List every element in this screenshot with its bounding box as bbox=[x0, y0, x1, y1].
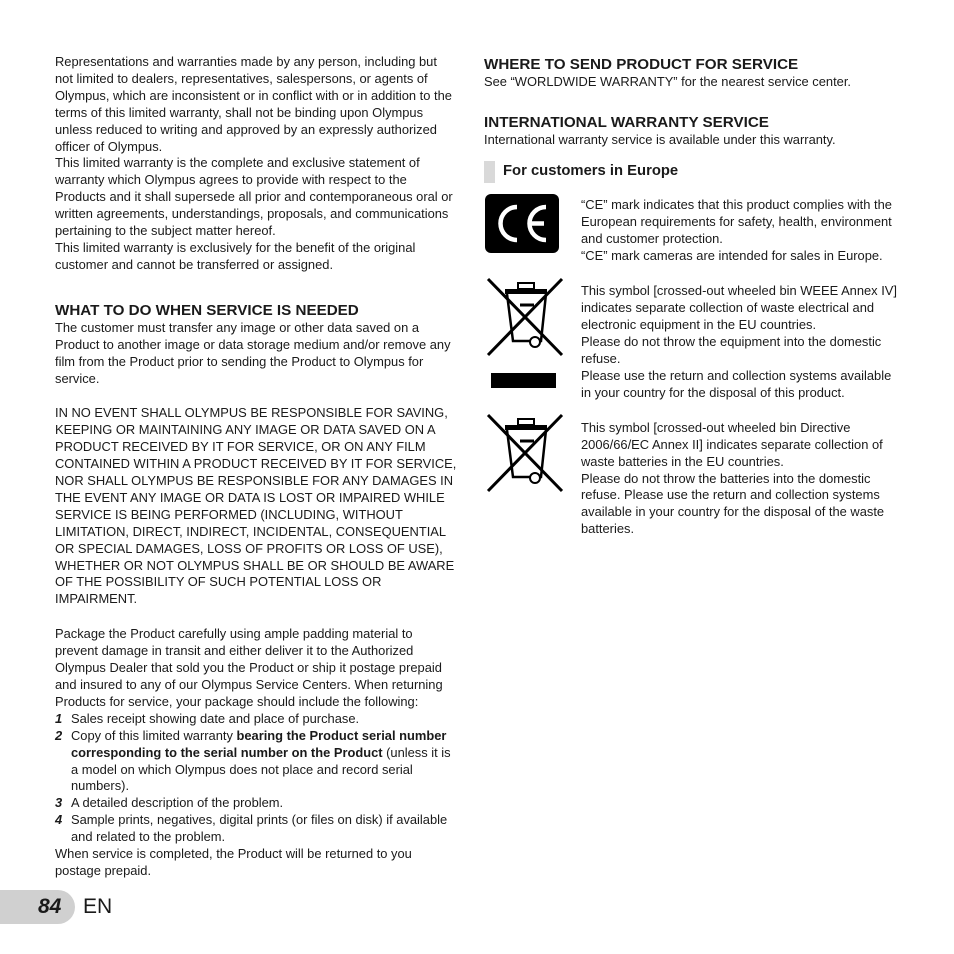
intro-paragraph: Representations and warranties made by any person, including but not limited to dealers, representatives, salespersons, or agents of Olympus, which are inconsistent or in conflict with or in addition to the terms of this limited warranty, shall not be binding upon Olympus unless reduced to writing and approved by an expressly authorized officer of Olympus. bbox=[55, 54, 452, 154]
weee-text: Please use the return and collection systems available in your country for the disposal of this product. bbox=[581, 367, 892, 400]
list-number: 2 bbox=[55, 727, 63, 743]
international-heading: INTERNATIONAL WARRANTY SERVICE bbox=[484, 113, 769, 131]
list-text: A detailed description of the problem. bbox=[71, 795, 284, 811]
list-text-bold: bearing the Product serial number corresponding to the serial number on the Product bbox=[71, 727, 447, 760]
ce-mark-icon bbox=[484, 193, 560, 259]
list-text: Sales receipt showing date and place of purchase. bbox=[71, 710, 360, 726]
left-column bbox=[55, 54, 457, 880]
service-paragraph: The customer must transfer any image or other data saved on a Product to another image or data storage medium and/or remove any film from the Product prior to sending the Product to Olympus for service. bbox=[55, 319, 451, 386]
service-heading: WHAT TO DO WHEN SERVICE IS NEEDED bbox=[55, 301, 359, 319]
subheading-bar bbox=[484, 161, 495, 183]
list-text: Sample prints, negatives, digital prints (or files on disk) if available and related to the problem. bbox=[71, 812, 448, 845]
list-item bbox=[55, 728, 457, 796]
list-item bbox=[55, 711, 457, 728]
battery-block bbox=[484, 420, 904, 538]
international-text: International warranty service is available under this warranty. bbox=[484, 131, 836, 147]
weee-text: Please do not throw the equipment into the domestic refuse. bbox=[581, 334, 882, 367]
weee-text: This symbol [crossed-out wheeled bin WEEE Annex IV] indicates separate collection of waste electrical and electronic equipment in the EU countries. bbox=[581, 283, 897, 333]
list-text: Copy of this limited warranty bbox=[71, 727, 237, 743]
europe-subheading bbox=[484, 161, 904, 183]
list-text: (unless it is a model on which Olympus does not place and record serial numbers). bbox=[71, 744, 451, 794]
weee-block bbox=[484, 283, 904, 401]
where-heading: WHERE TO SEND PRODUCT FOR SERVICE bbox=[484, 56, 799, 73]
intro-paragraph: This limited warranty is exclusively for the benefit of the original customer and cannot be transferred or assigned. bbox=[55, 239, 416, 272]
list-number: 4 bbox=[55, 812, 63, 828]
liability-paragraph: IN NO EVENT SHALL OLYMPUS BE RESPONSIBLE FOR SAVING, KEEPING OR MAINTAINING ANY IMAGE OR DATA SAVED ON A PRODUCT RECEIVED BY IT FOR SERVICE, OR ON ANY FILM CONTAINED WITHIN A PRODUCT RECEIVED BY IT FOR SERVICE, NOR SHALL OLYMPUS BE RESPONSIBLE FOR ANY DAMAGES IN THE EVENT ANY IMAGE OR DATA IS LOST OR IMPAIRED WHILE SERVICE IS BEING PERFORMED (INCLUDING, WITHOUT LIMITATION, DIRECT, INDIRECT, INCIDENTAL, CONSEQUENTIAL OR SPECIAL DAMAGES, LOSS OF PROFITS OR LOSS OF USE), WHETHER OR NOT OLYMPUS SHALL BE OR SHOULD BE AWARE OF THE POSSIBILITY OF SUCH POTENTIAL LOSS OR IMPAIRMENT. bbox=[55, 405, 457, 607]
list-item bbox=[55, 795, 457, 812]
list-number: 3 bbox=[55, 795, 63, 811]
crossed-bin-battery-icon bbox=[484, 411, 566, 500]
closing-paragraph: When service is completed, the Product will be returned to you postage prepaid. bbox=[55, 846, 412, 878]
page-language: EN bbox=[83, 895, 113, 918]
list-number: 1 bbox=[55, 710, 63, 726]
crossed-bin-icon bbox=[484, 275, 566, 395]
included-items-list bbox=[55, 711, 457, 846]
battery-text: This symbol [crossed-out wheeled bin Directive 2006/66/EC Annex II] indicates separate collection of waste batteries in the EU countries. bbox=[581, 419, 883, 469]
battery-text: Please do not throw the batteries into the domestic refuse. Please use the return and collection systems available in your country for the disposal of the waste batteries. bbox=[581, 470, 885, 537]
ce-text: “CE” mark cameras are intended for sales in Europe. bbox=[581, 247, 883, 263]
right-column bbox=[484, 55, 904, 538]
europe-heading: For customers in Europe bbox=[503, 162, 679, 179]
ce-text: “CE” mark indicates that this product complies with the European requirements for safety, health, environment and customer protection. bbox=[581, 196, 892, 246]
list-item bbox=[55, 812, 457, 846]
page-number: 84 bbox=[38, 895, 62, 918]
package-paragraph: Package the Product carefully using ample padding material to prevent damage in transit and either deliver it to the Authorized Olympus Dealer that sold you the Product or ship it postage prepaid and insured to any of our Olympus Service Centers. When returning Products for service, your package should include the following: bbox=[55, 626, 443, 709]
where-text: See “WORLDWIDE WARRANTY” for the nearest service center. bbox=[484, 74, 851, 89]
ce-block bbox=[484, 197, 904, 265]
intro-paragraph: This limited warranty is the complete and exclusive statement of warranty which Olympus agrees to provide with respect to the Products and it shall supersede all prior and contemporaneous oral or written agreements, understandings, proposals, and communications pertaining to the subject matter hereof. bbox=[55, 155, 453, 239]
